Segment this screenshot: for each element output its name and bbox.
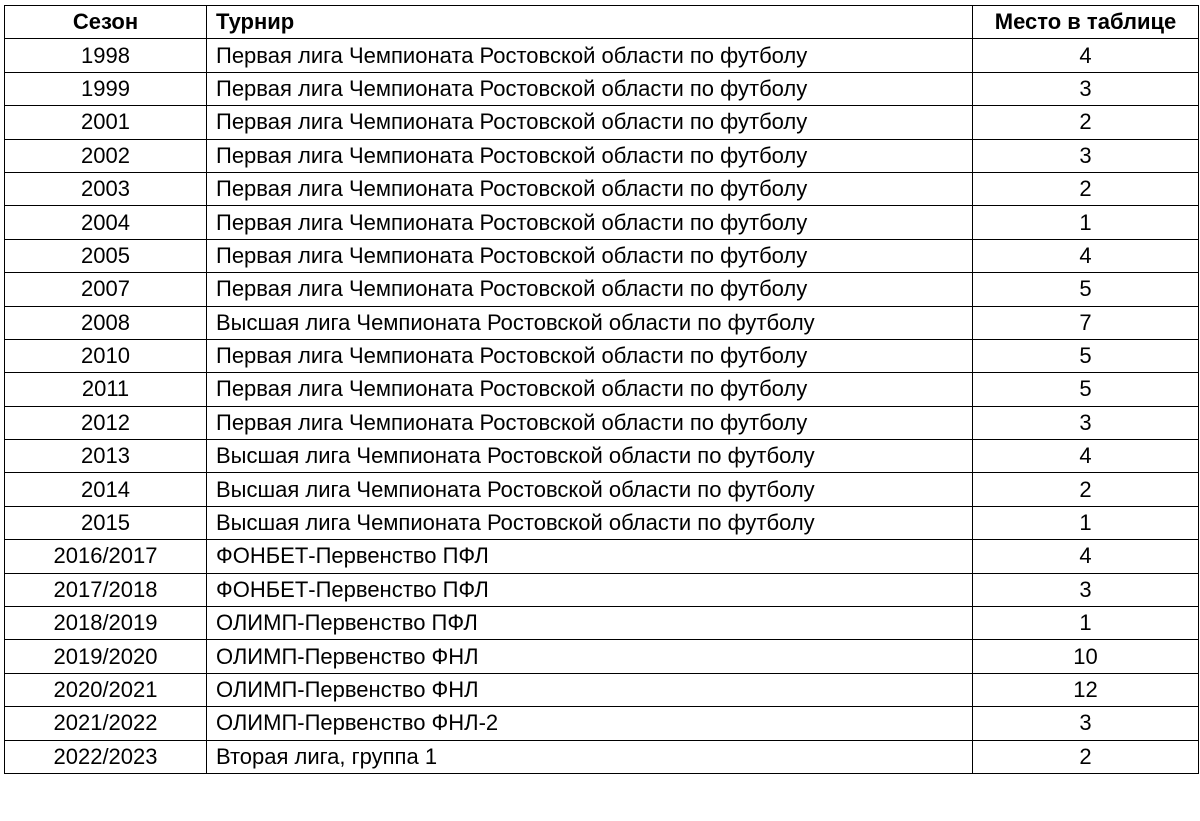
header-row — [5, 6, 1199, 39]
season-cell: 2019/2020 — [5, 640, 207, 673]
tournament-cell: Первая лига Чемпионата Ростовской области по футболу — [207, 106, 973, 139]
season-cell: 2017/2018 — [5, 573, 207, 606]
season-cell: 2005 — [5, 239, 207, 272]
place-cell: 3 — [973, 72, 1199, 105]
season-cell: 2018/2019 — [5, 607, 207, 640]
header-tournament: Турнир — [207, 6, 973, 39]
tournament-cell: Первая лига Чемпионата Ростовской области по футболу — [207, 239, 973, 272]
season-cell: 2013 — [5, 440, 207, 473]
place-cell: 4 — [973, 39, 1199, 72]
season-cell: 2003 — [5, 172, 207, 205]
place-cell: 7 — [973, 306, 1199, 339]
place-cell: 3 — [973, 139, 1199, 172]
table-row — [5, 607, 1199, 640]
tournament-cell: ФОНБЕТ-Первенство ПФЛ — [207, 540, 973, 573]
table-row — [5, 139, 1199, 172]
tournament-cell: ОЛИМП-Первенство ПФЛ — [207, 607, 973, 640]
place-cell: 3 — [973, 573, 1199, 606]
table-row — [5, 440, 1199, 473]
place-cell: 2 — [973, 740, 1199, 773]
season-cell: 2002 — [5, 139, 207, 172]
header-season: Сезон — [5, 6, 207, 39]
place-cell: 4 — [973, 440, 1199, 473]
tournament-cell: Высшая лига Чемпионата Ростовской области по футболу — [207, 506, 973, 539]
table-row — [5, 506, 1199, 539]
tournament-cell: Высшая лига Чемпионата Ростовской области по футболу — [207, 440, 973, 473]
tournament-cell: ФОНБЕТ-Первенство ПФЛ — [207, 573, 973, 606]
season-cell: 1998 — [5, 39, 207, 72]
season-cell: 2020/2021 — [5, 673, 207, 706]
tournament-cell: Первая лига Чемпионата Ростовской области по футболу — [207, 39, 973, 72]
table-row — [5, 273, 1199, 306]
table-row — [5, 740, 1199, 773]
season-cell: 2001 — [5, 106, 207, 139]
tournament-cell: Высшая лига Чемпионата Ростовской области по футболу — [207, 306, 973, 339]
table-row — [5, 72, 1199, 105]
table-row — [5, 707, 1199, 740]
tournament-cell: ОЛИМП-Первенство ФНЛ-2 — [207, 707, 973, 740]
table-row — [5, 172, 1199, 205]
place-cell: 10 — [973, 640, 1199, 673]
table-row — [5, 640, 1199, 673]
table-row — [5, 673, 1199, 706]
season-cell: 2014 — [5, 473, 207, 506]
season-cell: 2010 — [5, 339, 207, 372]
place-cell: 5 — [973, 339, 1199, 372]
place-cell: 1 — [973, 206, 1199, 239]
place-cell: 5 — [973, 273, 1199, 306]
table-row — [5, 339, 1199, 372]
place-cell: 3 — [973, 707, 1199, 740]
place-cell: 2 — [973, 106, 1199, 139]
season-cell: 2015 — [5, 506, 207, 539]
table-row — [5, 206, 1199, 239]
place-cell: 4 — [973, 540, 1199, 573]
table-row — [5, 373, 1199, 406]
table-row — [5, 239, 1199, 272]
season-cell: 2008 — [5, 306, 207, 339]
season-cell: 2022/2023 — [5, 740, 207, 773]
tournament-cell: Первая лига Чемпионата Ростовской области по футболу — [207, 72, 973, 105]
place-cell: 2 — [973, 172, 1199, 205]
table-row — [5, 573, 1199, 606]
tournament-cell: Первая лига Чемпионата Ростовской области по футболу — [207, 406, 973, 439]
tournament-cell: Вторая лига, группа 1 — [207, 740, 973, 773]
tournament-cell: Первая лига Чемпионата Ростовской области по футболу — [207, 339, 973, 372]
place-cell: 1 — [973, 506, 1199, 539]
tournament-cell: Первая лига Чемпионата Ростовской области по футболу — [207, 172, 973, 205]
tournament-cell: Первая лига Чемпионата Ростовской области по футболу — [207, 206, 973, 239]
place-cell: 12 — [973, 673, 1199, 706]
tournament-cell: Первая лига Чемпионата Ростовской области по футболу — [207, 273, 973, 306]
table-row — [5, 473, 1199, 506]
tournament-cell: Первая лига Чемпионата Ростовской области по футболу — [207, 373, 973, 406]
season-cell: 2012 — [5, 406, 207, 439]
place-cell: 1 — [973, 607, 1199, 640]
table-row — [5, 106, 1199, 139]
table-body — [5, 39, 1199, 774]
tournament-cell: Высшая лига Чемпионата Ростовской области по футболу — [207, 473, 973, 506]
table-row — [5, 540, 1199, 573]
season-cell: 2016/2017 — [5, 540, 207, 573]
results-table-container — [4, 5, 1199, 774]
place-cell: 2 — [973, 473, 1199, 506]
place-cell: 3 — [973, 406, 1199, 439]
place-cell: 4 — [973, 239, 1199, 272]
season-cell: 2011 — [5, 373, 207, 406]
header-place: Место в таблице — [973, 6, 1199, 39]
table-row — [5, 306, 1199, 339]
results-table — [4, 5, 1199, 774]
tournament-cell: Первая лига Чемпионата Ростовской области по футболу — [207, 139, 973, 172]
table-row — [5, 406, 1199, 439]
place-cell: 5 — [973, 373, 1199, 406]
season-cell: 2007 — [5, 273, 207, 306]
season-cell: 2004 — [5, 206, 207, 239]
season-cell: 1999 — [5, 72, 207, 105]
table-header — [5, 6, 1199, 39]
tournament-cell: ОЛИМП-Первенство ФНЛ — [207, 640, 973, 673]
table-row — [5, 39, 1199, 72]
season-cell: 2021/2022 — [5, 707, 207, 740]
tournament-cell: ОЛИМП-Первенство ФНЛ — [207, 673, 973, 706]
